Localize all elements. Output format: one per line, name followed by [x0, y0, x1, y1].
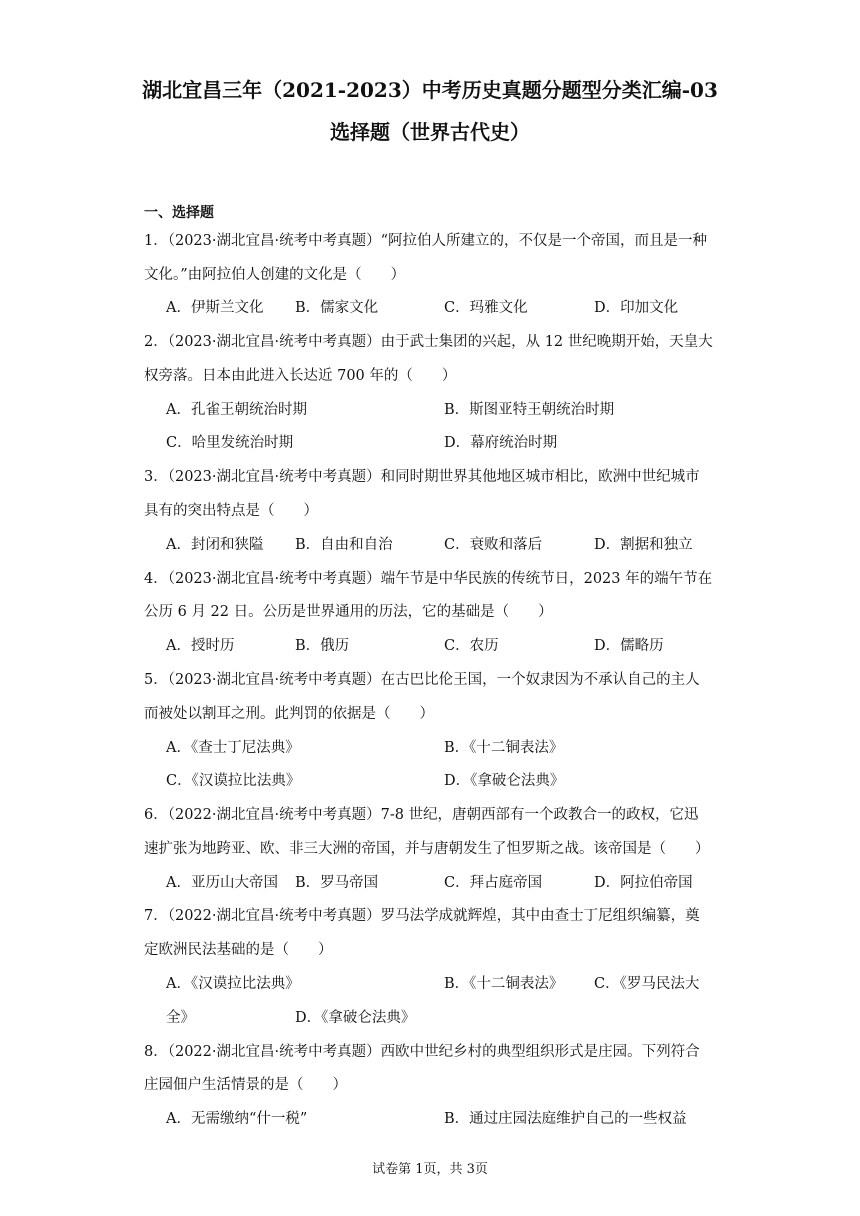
option-b: B．通过庄园法庭维护自己的一些权益: [444, 1111, 687, 1127]
option-a: A．《汉谟拉比法典》: [166, 976, 300, 992]
question-text-line: 8．（2022·湖北宜昌·统考中考真题）西欧中世纪乡村的典型组织形式是庄园。下列符合: [144, 1044, 700, 1060]
option-c: C．农历: [444, 638, 499, 654]
option-c: C．哈里发统治时期: [166, 435, 294, 451]
page-title-line-2: 选择题（世界古代史）: [330, 120, 530, 144]
option-a: A．《查士丁尼法典》: [166, 740, 300, 756]
page-footer: 试卷第 1页，共 3页: [372, 1162, 488, 1177]
option-a: A．亚历山大帝国: [166, 875, 278, 891]
option-b: B．俄历: [295, 638, 350, 654]
question-text-line: 而被处以割耳之刑。此判罚的依据是（ ）: [144, 706, 434, 722]
question-text-line: 公历 6 月 22 日。公历是世界通用的历法，它的基础是（ ）: [144, 604, 553, 620]
question-text-line: 速扩张为地跨亚、欧、非三大洲的帝国，并与唐朝发生了怛罗斯之战。该帝国是（ ）: [144, 841, 710, 857]
question-text-line: 庄园佃户生活情景的是（ ）: [144, 1077, 347, 1093]
option-b: B．罗马帝国: [295, 875, 379, 891]
question-text-line: 5．（2023·湖北宜昌·统考中考真题）在古巴比伦王国，一个奴隶因为不承认自己的主人: [144, 672, 700, 688]
option-c: C．玛雅文化: [444, 300, 528, 316]
question-text-line: 3．（2023·湖北宜昌·统考中考真题）和同时期世界其他地区城市相比，欧洲中世纪城市: [144, 469, 700, 485]
option-b: B．《十二铜表法》: [444, 976, 564, 992]
option-a: A．授时历: [166, 638, 235, 654]
question-text-line: 权旁落。日本由此进入长达近 700 年的（ ）: [144, 368, 457, 384]
option-b: B．儒家文化: [295, 300, 379, 316]
option-c: C．《罗马民法大: [594, 976, 700, 992]
option-b: B．斯图亚特王朝统治时期: [444, 402, 615, 418]
option-d: D．《拿破仑法典》: [444, 773, 565, 789]
question-text-line: 6．（2022·湖北宜昌·统考中考真题）7-8 世纪，唐朝西部有一个政教合一的政权，它迅: [144, 807, 699, 823]
option-d: D．幕府统治时期: [444, 435, 558, 451]
question-text-line: 1．（2023·湖北宜昌·统考中考真题）“阿拉伯人所建立的，不仅是一个帝国，而且是一种: [144, 233, 708, 249]
question-text-line: 文化。”由阿拉伯人创建的文化是（ ）: [144, 267, 406, 283]
option-a: A．孔雀王朝统治时期: [166, 402, 307, 418]
question-text-line: 2．（2023·湖北宜昌·统考中考真题）由于武士集团的兴起，从 12 世纪晚期开始，天皇大: [144, 334, 713, 350]
option-c: C．拜占庭帝国: [444, 875, 543, 891]
option-a: A．伊斯兰文化: [166, 300, 264, 316]
option-c-continued: 全》: [166, 1010, 195, 1026]
option-c: C．《汉谟拉比法典》: [166, 773, 301, 789]
question-text-line: 4．（2023·湖北宜昌·统考中考真题）端午节是中华民族的传统节日，2023 年的端午节在: [144, 571, 713, 587]
option-b: B．《十二铜表法》: [444, 740, 564, 756]
option-d: D．《拿破仑法典》: [295, 1010, 416, 1026]
option-c: C．衰败和落后: [444, 537, 543, 553]
option-a: A．无需缴纳“什一税”: [166, 1111, 308, 1127]
option-d: D．阿拉伯帝国: [594, 875, 693, 891]
question-text-line: 7．（2022·湖北宜昌·统考中考真题）罗马法学成就辉煌，其中由查士丁尼组织编纂，奠: [144, 908, 700, 924]
option-d: D．儒略历: [594, 638, 664, 654]
section-heading: 一、选择题: [144, 205, 214, 221]
option-d: D．割据和独立: [594, 537, 693, 553]
option-b: B．自由和自治: [295, 537, 393, 553]
question-text-line: 具有的突出特点是（ ）: [144, 503, 318, 519]
option-d: D．印加文化: [594, 300, 679, 316]
page-title-line-1: 湖北宜昌三年（2021-2023）中考历史真题分题型分类汇编-03: [142, 78, 718, 102]
question-text-line: 定欧洲民法基础的是（ ）: [144, 942, 333, 958]
option-a: A．封闭和狭隘: [166, 537, 264, 553]
